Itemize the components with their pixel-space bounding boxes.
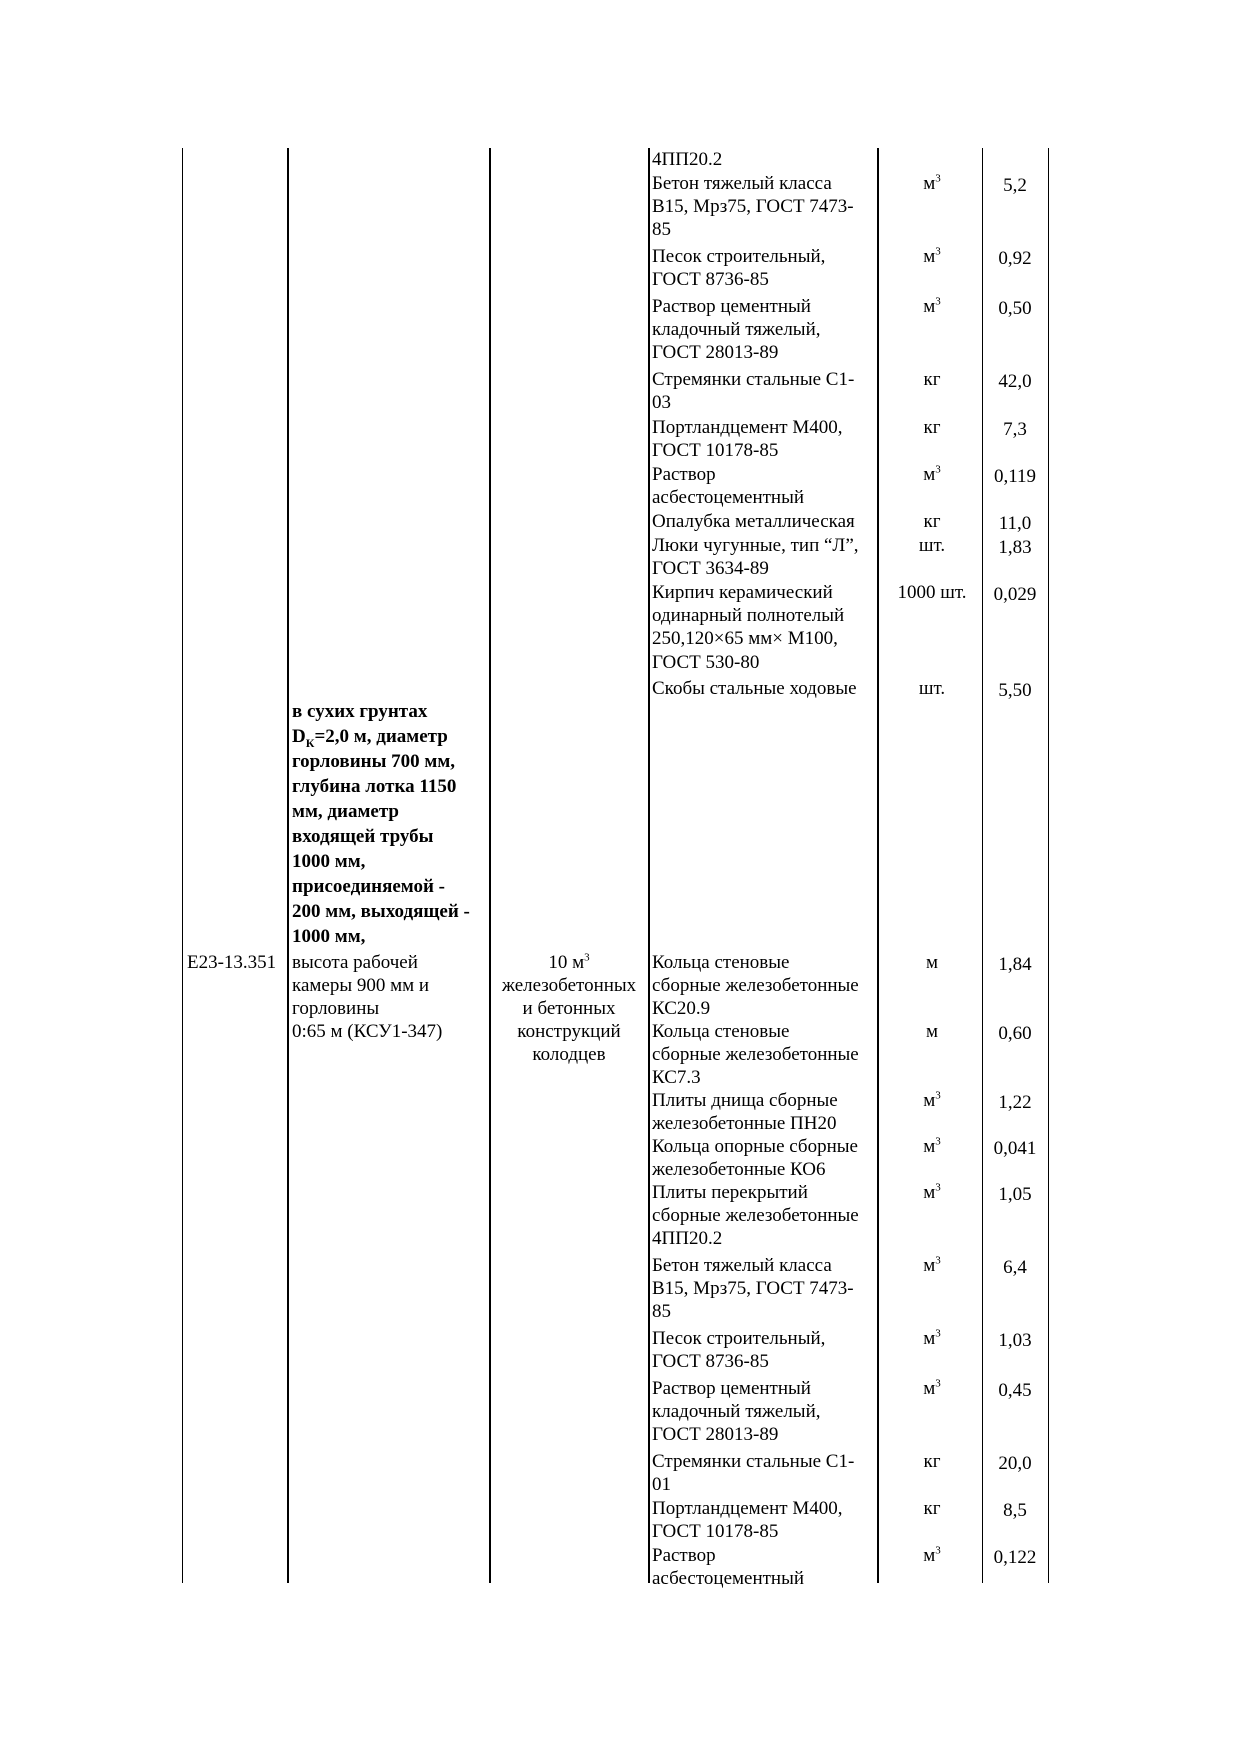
material-name-line: КС20.9 — [652, 998, 711, 1020]
description-line: 1000 мм, — [292, 926, 366, 947]
material-name-line: Песок строительный, — [652, 1328, 826, 1349]
description-line: 0:65 м (КСУ1-347) — [292, 1021, 443, 1042]
material-name-line: Раствор цементный — [652, 296, 811, 317]
material-name-line: ГОСТ 28013-89 — [652, 1424, 779, 1446]
measure-line: и бетонных — [522, 998, 616, 1019]
material-unit — [880, 463, 984, 486]
description-line: горловины 700 мм, — [292, 751, 456, 772]
description-line: присоединяемой - — [292, 876, 446, 897]
unit-text: м — [923, 246, 936, 267]
material-name-line: Кольца опорные сборные — [652, 1136, 858, 1157]
material-name-line: Стремянки стальные С1- — [652, 1451, 855, 1472]
material-quantity: 7,3 — [1003, 419, 1027, 440]
material-quantity: 42,0 — [998, 371, 1032, 392]
unit-sup: 3 — [935, 1254, 941, 1267]
material-name-line: Кольца стеновые — [652, 952, 790, 973]
material-name-line: В15, Мрз75, ГОСТ 7473- — [652, 196, 854, 218]
measure-line: конструкций — [517, 1021, 621, 1042]
material-quantity: 1,22 — [998, 1092, 1032, 1113]
material-quantity: 1,83 — [998, 537, 1032, 558]
measure-line — [492, 951, 646, 974]
unit-sup: 3 — [935, 245, 941, 258]
material-name-line: Плиты перекрытий — [652, 1182, 808, 1203]
material-name-line: Бетон тяжелый класса — [652, 173, 832, 194]
unit-text: м — [923, 1328, 936, 1349]
material-name-line: Портландцемент М400, — [652, 1498, 843, 1519]
material-quantity: 20,0 — [998, 1453, 1032, 1474]
unit-text: м — [923, 464, 936, 485]
material-unit — [880, 172, 984, 195]
unit-sup: 3 — [935, 295, 941, 308]
material-unit — [880, 368, 984, 391]
material-quantity: 6,4 — [1003, 1257, 1027, 1278]
material-name-line: ГОСТ 3634-89 — [652, 558, 769, 580]
measure-line: железобетонных — [501, 975, 637, 996]
material-name-line: одинарный полнотелый — [652, 605, 845, 627]
material-name-line: сборные железобетонные — [652, 975, 859, 997]
material-quantity: 0,119 — [993, 466, 1037, 487]
description-line: мм, диаметр — [292, 801, 399, 822]
description-text: =2,0 м, диаметр — [314, 726, 448, 747]
material-name-line: железобетонные КО6 — [652, 1159, 826, 1181]
description-line: глубина лотка 1150 — [292, 776, 457, 797]
material-name-line: В15, Мрз75, ГОСТ 7473- — [652, 1278, 854, 1300]
unit-sup: 3 — [935, 1377, 941, 1390]
unit-sup: 3 — [935, 1544, 941, 1557]
material-unit — [880, 581, 984, 604]
material-name-line: ГОСТ 10178-85 — [652, 440, 779, 462]
material-quantity: 1,03 — [998, 1330, 1032, 1351]
description-line: горловины — [292, 998, 380, 1019]
unit-sup: 3 — [935, 1089, 941, 1102]
material-quantity: 0,60 — [998, 1023, 1032, 1044]
table-border-measure — [648, 148, 650, 1583]
material-unit — [880, 416, 984, 439]
description-line: 200 мм, выходящей - — [292, 901, 470, 922]
description-line: в сухих грунтах — [292, 701, 428, 722]
material-name-line: КС7.3 — [652, 1067, 701, 1089]
unit-sup: 3 — [935, 1135, 941, 1148]
unit-text: кг — [923, 1451, 941, 1472]
unit-text: кг — [923, 417, 941, 438]
table-border-right — [1048, 148, 1049, 1583]
material-name-line: асбестоцементный — [652, 1568, 805, 1590]
unit-text: м — [925, 952, 939, 973]
material-name-line: Кольца стеновые — [652, 1021, 790, 1042]
description-line: 1000 мм, — [292, 851, 366, 872]
table-border-material — [877, 148, 879, 1583]
unit-text: м — [923, 1378, 936, 1399]
material-quantity: 11,0 — [998, 513, 1032, 534]
unit-sup: 3 — [935, 172, 941, 185]
unit-text: 1000 шт. — [897, 582, 967, 603]
material-name-line: 85 — [652, 219, 671, 241]
material-name-line: кладочный тяжелый, — [652, 1401, 821, 1423]
material-name-line: железобетонные ПН20 — [652, 1113, 837, 1135]
material-name-line: ГОСТ 8736-85 — [652, 1351, 769, 1373]
unit-text: м — [923, 1136, 936, 1157]
material-unit — [880, 534, 984, 557]
material-name-line: 4ПП20.2 — [652, 149, 723, 170]
material-unit — [880, 510, 984, 533]
material-name-line: Раствор — [652, 1545, 716, 1566]
unit-text: м — [923, 173, 936, 194]
d-subscript: К — [305, 735, 315, 750]
material-name-line: сборные железобетонные — [652, 1205, 859, 1227]
material-name-line: Бетон тяжелый класса — [652, 1255, 832, 1276]
unit-text: м — [925, 1021, 939, 1042]
material-quantity: 8,5 — [1003, 1500, 1027, 1521]
measure-line: колодцев — [532, 1044, 606, 1065]
material-unit — [880, 1181, 984, 1204]
d-letter: D — [292, 726, 306, 747]
material-unit — [880, 677, 984, 700]
unit-text: кг — [923, 1498, 941, 1519]
material-unit — [880, 1089, 984, 1112]
unit-text: кг — [923, 511, 941, 532]
material-unit — [880, 1544, 984, 1567]
measure-prefix: 10 м — [548, 952, 585, 973]
description-line-diameter — [292, 725, 448, 748]
material-quantity: 0,122 — [993, 1547, 1037, 1568]
material-name-line: Опалубка металлическая — [652, 511, 855, 532]
material-name-line: 85 — [652, 1301, 671, 1323]
material-unit — [880, 245, 984, 268]
unit-text: м — [923, 1090, 936, 1111]
material-quantity: 0,029 — [993, 584, 1037, 605]
material-name-line: сборные железобетонные — [652, 1044, 859, 1066]
table-border-desc — [489, 148, 491, 1583]
unit-text: м — [923, 1545, 936, 1566]
material-unit — [880, 1135, 984, 1158]
material-name-line: Раствор цементный — [652, 1378, 811, 1399]
unit-sup: 3 — [935, 1327, 941, 1340]
unit-text: кг — [923, 369, 941, 390]
material-quantity: 0,50 — [998, 298, 1032, 319]
material-name-line: 03 — [652, 392, 671, 414]
material-name-line: Кирпич керамический — [652, 582, 833, 603]
material-name-line: Скобы стальные ходовые — [652, 678, 857, 699]
material-unit — [880, 1450, 984, 1473]
material-quantity: 0,041 — [993, 1138, 1037, 1159]
unit-text: шт. — [918, 678, 946, 699]
unit-sup: 3 — [935, 1181, 941, 1194]
description-line: входящей трубы — [292, 826, 434, 847]
material-name-line: Раствор — [652, 464, 716, 485]
table-border-unit — [982, 148, 983, 1583]
material-name-line: Песок строительный, — [652, 246, 826, 267]
material-unit — [880, 1377, 984, 1400]
material-name-line: ГОСТ 10178-85 — [652, 1521, 779, 1543]
material-quantity: 0,45 — [998, 1380, 1032, 1401]
material-name-line: Люки чугунные, тип “Л”, — [652, 535, 859, 556]
material-name-line: кладочный тяжелый, — [652, 319, 821, 341]
table-border-code — [287, 148, 289, 1583]
material-name-line: асбестоцементный — [652, 487, 805, 509]
material-quantity: 5,2 — [1003, 175, 1027, 196]
material-unit — [880, 951, 984, 974]
description-line: камеры 900 мм и — [292, 975, 430, 996]
material-quantity: 1,84 — [998, 954, 1032, 975]
unit-text: м — [923, 1255, 936, 1276]
description-line: высота рабочей — [292, 952, 418, 973]
material-name-line: Плиты днища сборные — [652, 1090, 838, 1111]
material-name-line: ГОСТ 8736-85 — [652, 269, 769, 291]
norm-code: Е23-13.351 — [187, 952, 277, 973]
material-name-line: 4ПП20.2 — [652, 1228, 723, 1250]
material-name-line: 250,120×65 мм× М100, — [652, 628, 838, 650]
material-name-line: ГОСТ 28013-89 — [652, 342, 779, 364]
material-name-line: 01 — [652, 1474, 671, 1496]
measure-sup: 3 — [584, 951, 590, 964]
material-unit — [880, 1327, 984, 1350]
table-border-left — [182, 148, 183, 1583]
unit-text: м — [923, 296, 936, 317]
material-unit — [880, 1254, 984, 1277]
material-unit — [880, 295, 984, 318]
material-name-line: ГОСТ 530-80 — [652, 651, 760, 673]
material-quantity: 5,50 — [998, 680, 1032, 701]
material-quantity: 1,05 — [998, 1184, 1032, 1205]
material-name-line: Стремянки стальные С1- — [652, 369, 855, 390]
unit-text: м — [923, 1182, 936, 1203]
material-unit — [880, 1497, 984, 1520]
unit-sup: 3 — [935, 463, 941, 476]
material-quantity: 0,92 — [998, 248, 1032, 269]
material-name-line: Портландцемент М400, — [652, 417, 843, 438]
unit-text: шт. — [918, 535, 946, 556]
material-unit — [880, 1020, 984, 1043]
